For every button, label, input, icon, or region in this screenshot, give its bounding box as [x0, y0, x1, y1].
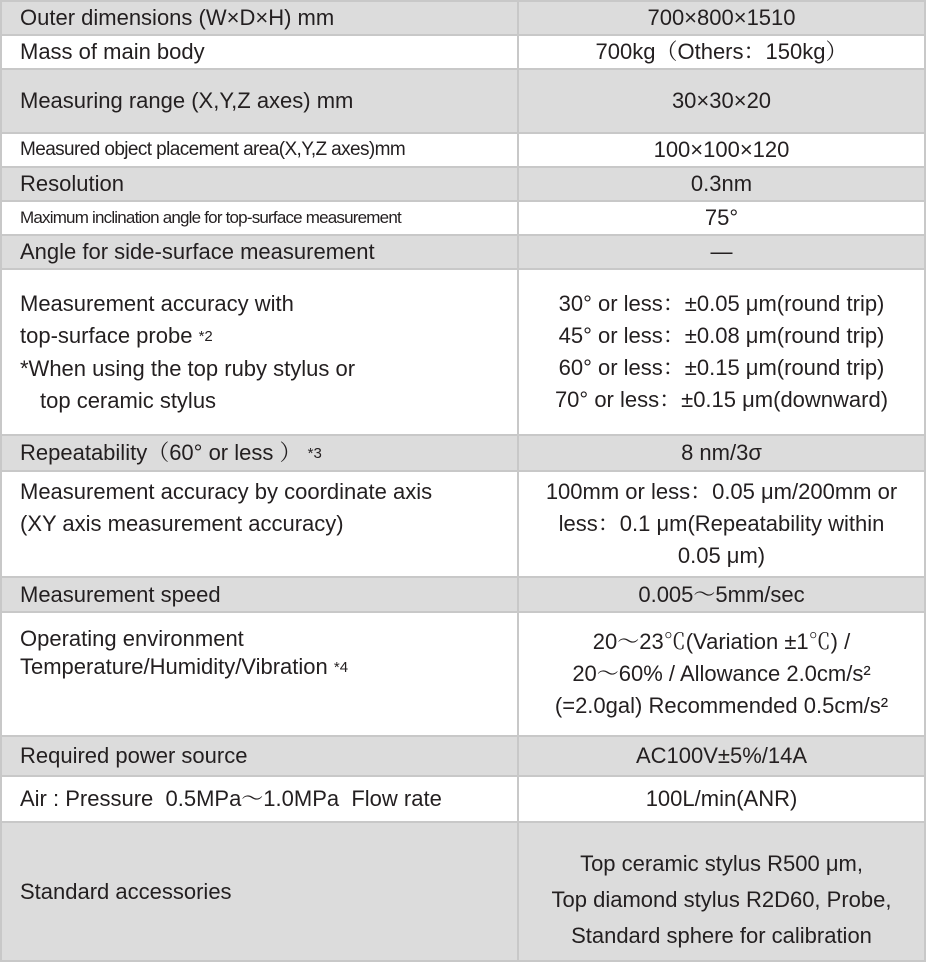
label-text: Repeatability（60° or less ）	[20, 439, 302, 465]
spec-value: 700kg（Others：150kg）	[518, 35, 925, 69]
spec-value: AC100V±5%/14A	[518, 736, 925, 776]
footnote-ref: *3	[307, 444, 322, 462]
spec-label: Mass of main body	[1, 35, 518, 69]
spec-label: Required power source	[1, 736, 518, 776]
label-line: Measurement accuracy by coordinate axis	[20, 479, 433, 504]
spec-value: 0.005～5mm/sec	[518, 577, 925, 612]
value-line: Top ceramic stylus R500 μm,	[580, 850, 863, 876]
spec-value	[518, 269, 925, 435]
value-line: 100mm or less：0.05 μm/200mm or	[545, 479, 898, 504]
spec-row-air	[1, 776, 925, 822]
spec-row-resolution	[1, 167, 925, 201]
label-line	[20, 320, 517, 353]
label-line	[20, 653, 517, 682]
value-line: 20～23℃(Variation ±1℃) /	[592, 629, 851, 654]
spec-row-top-surface-accuracy	[1, 269, 925, 435]
spec-label: Measuring range (X,Y,Z axes) mm	[1, 69, 518, 133]
spec-label	[1, 471, 518, 577]
label-line: *When using the top ruby stylus or	[20, 355, 356, 381]
spec-row-axis-accuracy	[1, 471, 925, 577]
spec-label: Maximum inclination angle for top-surface measurement	[1, 201, 518, 235]
spec-label: Standard accessories	[1, 822, 518, 961]
spec-label	[1, 269, 518, 435]
spec-label: Measurement speed	[1, 577, 518, 612]
value-line: 70° or less：±0.15 μm(downward)	[554, 387, 889, 412]
spec-row-repeatability	[1, 435, 925, 471]
value-line: (=2.0gal) Recommended 0.5cm/s²	[554, 693, 889, 718]
spec-label	[1, 435, 518, 471]
footnote-ref: *4	[333, 659, 349, 676]
spec-row-max-inclination	[1, 201, 925, 235]
value-line: Top diamond stylus R2D60, Probe,	[551, 886, 892, 912]
label-line: Measurement accuracy with	[20, 290, 294, 316]
spec-row-environment	[1, 612, 925, 736]
spec-value: 75°	[518, 201, 925, 235]
value-line: 20～60% / Allowance 2.0cm/s²	[572, 661, 871, 686]
value-line: 30° or less：±0.05 μm(round trip)	[558, 291, 885, 316]
spec-value: 100L/min(ANR)	[518, 776, 925, 822]
spec-row-speed	[1, 577, 925, 612]
spec-row-mass	[1, 35, 925, 69]
spec-value: 30×30×20	[518, 69, 925, 133]
spec-row-outer-dimensions	[1, 1, 925, 35]
value-line: less：0.1 μm(Repeatability within	[558, 511, 885, 536]
label-line: (XY axis measurement accuracy)	[20, 511, 344, 536]
spec-label: Air : Pressure 0.5MPa～1.0MPa Flow rate	[1, 776, 518, 822]
spec-value: 700×800×1510	[518, 1, 925, 35]
value-line: 0.05 μm)	[677, 543, 766, 568]
value-line: 60° or less：±0.15 μm(round trip)	[558, 355, 885, 380]
spec-value	[518, 612, 925, 736]
spec-value	[518, 471, 925, 577]
spec-label: Resolution	[1, 167, 518, 201]
spec-value: —	[518, 235, 925, 269]
label-text: Temperature/Humidity/Vibration	[20, 654, 328, 679]
value-line: 45° or less：±0.08 μm(round trip)	[558, 323, 885, 348]
footnote-ref: *2	[198, 327, 213, 345]
spec-label	[1, 612, 518, 736]
label-line: top ceramic stylus	[40, 387, 217, 413]
label-line: Operating environment	[20, 626, 244, 651]
value-line: Standard sphere for calibration	[571, 922, 872, 948]
spec-row-accessories	[1, 822, 925, 961]
spec-value: 8 nm/3σ	[518, 435, 925, 471]
spec-label: Outer dimensions (W×D×H) mm	[1, 1, 518, 35]
spec-value: 0.3nm	[518, 167, 925, 201]
spec-label: Measured object placement area(X,Y,Z axes)mm	[1, 133, 518, 167]
spec-label: Angle for side-surface measurement	[1, 235, 518, 269]
spec-row-side-angle	[1, 235, 925, 269]
spec-value	[518, 822, 925, 961]
spec-row-placement-area	[1, 133, 925, 167]
spec-row-power	[1, 736, 925, 776]
spec-row-measuring-range	[1, 69, 925, 133]
spec-value: 100×100×120	[518, 133, 925, 167]
label-text: top-surface probe	[20, 322, 193, 348]
